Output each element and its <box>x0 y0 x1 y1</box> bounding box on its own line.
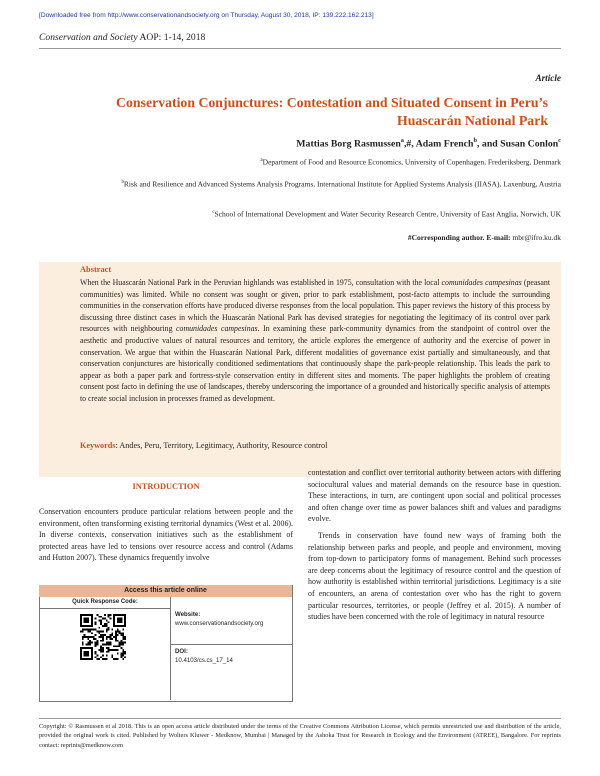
abstract-span: . In examining these park-community dynamics from the standpoint of control over the aesthetic and productive values of natural resources and territory, the article explores the emergence of authority and the exercise of power in conservation. We argue that within the Huascarán National Park, different modalities of governance exist partially and simultaneously, and that conservation conjunctures are historically conditioned sedimentations that continuously shape the park-people relationship. This leads the park to appear as both a paper park and fortress-style conservation entity in different sites and moments. The paper highlights the problem of creating consent post facto in defining the use of landscapes, thereby underscoring the importance of a grounded and historically specific analysis of attempts to create social inclusion in processes framed as development. <box>80 324 551 403</box>
abstract-text <box>80 277 550 405</box>
abstract-italic: comunidades campesinas <box>441 278 522 287</box>
abstract-span: (peasant communities) was limited. While no consent was sought or given, prior to park establishment, post-facto attempts to include the surrounding communities in the conservation efforts have produced diverse responses from the local population. This paper reviews the history of this process by discussing three distinct cases in which the Huascarán National Park has devised strategies for negotiating the legitimacy of its control over park resources with neighbouring <box>80 278 550 334</box>
abstract-span: When the Huascarán National Park in the Peruvian highlands was established in 1975, consultation with the local <box>80 278 442 287</box>
introduction-heading: INTRODUCTION <box>132 482 200 491</box>
keywords-label: Keywords <box>80 441 116 450</box>
qr-code-label: Quick Response Code: <box>72 599 138 605</box>
author-list: Mattias Borg Rasmussen$^a$,#, Adam French$^b$, and Susan Conlon$^c$ <box>296 137 561 150</box>
website-label: Website: <box>175 611 201 618</box>
superscript-marker: a <box>400 137 404 144</box>
corresponding-email[interactable]: mbr@ifro.ku.dk <box>512 233 561 242</box>
doi-label: DOI: <box>175 648 188 655</box>
access-divider <box>39 608 170 609</box>
access-divider <box>170 644 292 645</box>
intro-right-column <box>308 467 561 628</box>
website-link[interactable]: www.conservationandsociety.org <box>175 620 264 627</box>
journal-issue: AOP: 1-14, 2018 <box>139 32 206 43</box>
journal-name: Conservation and Society <box>39 32 138 43</box>
keywords-text: : Andes, Peru, Territory, Legitimacy, Authority, Resource control <box>115 441 328 450</box>
abstract-italic: comunidades campesinas <box>176 324 258 334</box>
superscript-marker: b <box>121 180 124 185</box>
journal-citation <box>39 32 205 43</box>
superscript-marker: b <box>473 137 478 144</box>
corresponding-label: #Corresponding author. E-mail: <box>407 233 511 242</box>
intro-right-paragraph-2: Trends in conservation have found new ways of framing both the relationship between parks and people, and people and environment, moving from top-down to participatory forms of management. Behind such processes are deep concerns about the legitimacy of resource control and the question of how authority is established within territorial jurisdictions. Legitimacy is a site of encounters, an arena of contestation over who has the right to govern particular resources, territories, or people (Jeffrey et al. 2015). A number of studies have been concerned with the role of legitimacy in natural resource <box>308 530 561 622</box>
intro-left-column: Conservation encounters produce particular relations between people and the environment, often transforming existing territorial dynamics (West et al. 2006). In diverse contexts, conservation initiatives such as the establishment of protected areas have led to tensions over resource access and control (Adams and Hutton 2007). These dynamics frequently involve <box>39 507 293 563</box>
download-notice: [Downloaded free from http://www.conservationandsociety.org on Thursday, August 30, 2018, IP: 139.222.162.213] <box>39 12 374 19</box>
qr-code-icon[interactable] <box>80 614 126 660</box>
superscript-marker: c <box>558 137 561 144</box>
doi-link[interactable]: 10.4103/cs.cs_17_14 <box>175 657 233 664</box>
superscript-marker: a <box>260 158 263 163</box>
affiliation-b: $^b$Risk and Resilience and Advanced Systems Analysis Programs, International Institute for Applied Systems Analysis (IIASA), Laxenburg, Austria <box>121 179 561 189</box>
article-title: Conservation Conjunctures: Contestation and Situated Consent in Peru’s Huascarán National Park <box>116 95 548 128</box>
article-type: Article <box>535 73 561 83</box>
affiliation-c: $^c$School of International Development and Water Security Research Centre, University of East Anglia, Norwich, UK <box>212 209 561 219</box>
footer-rule <box>39 718 561 719</box>
header-rule <box>39 48 561 49</box>
intro-right-paragraph-1: contestation and conflict over territorial authority between actors with differing sociocultural values and material demands on the resource base in question. These interactions, in turn, are contingent upon social and political processes and often change over time as power balances shift and values and paradigms evolve. <box>308 468 561 524</box>
corresponding-author <box>408 233 561 242</box>
access-divider <box>170 597 171 700</box>
copyright-notice: Copyright: © Rasmussen et al 2018. This is an open access article distributed under the terms of the Creative Commons Attribution License, which permits unrestricted use and distribution of the article, provided the original work is cited. Published by Wolters Kluwer - Medknow, Mumbai | Managed by the Ashoka Trust for Research in Ecology and the Environment (ATREE), Bangalore. For reprints contact: reprints@medknow.com <box>39 723 561 749</box>
superscript-marker: c <box>212 210 215 215</box>
keywords <box>80 441 327 450</box>
access-box-heading: Access this article online <box>39 585 292 597</box>
affiliation-a: $^a$Department of Food and Resource Economics, University of Copenhagen, Frederiksberg, Denmark <box>260 157 561 167</box>
abstract-heading: Abstract <box>80 265 112 274</box>
